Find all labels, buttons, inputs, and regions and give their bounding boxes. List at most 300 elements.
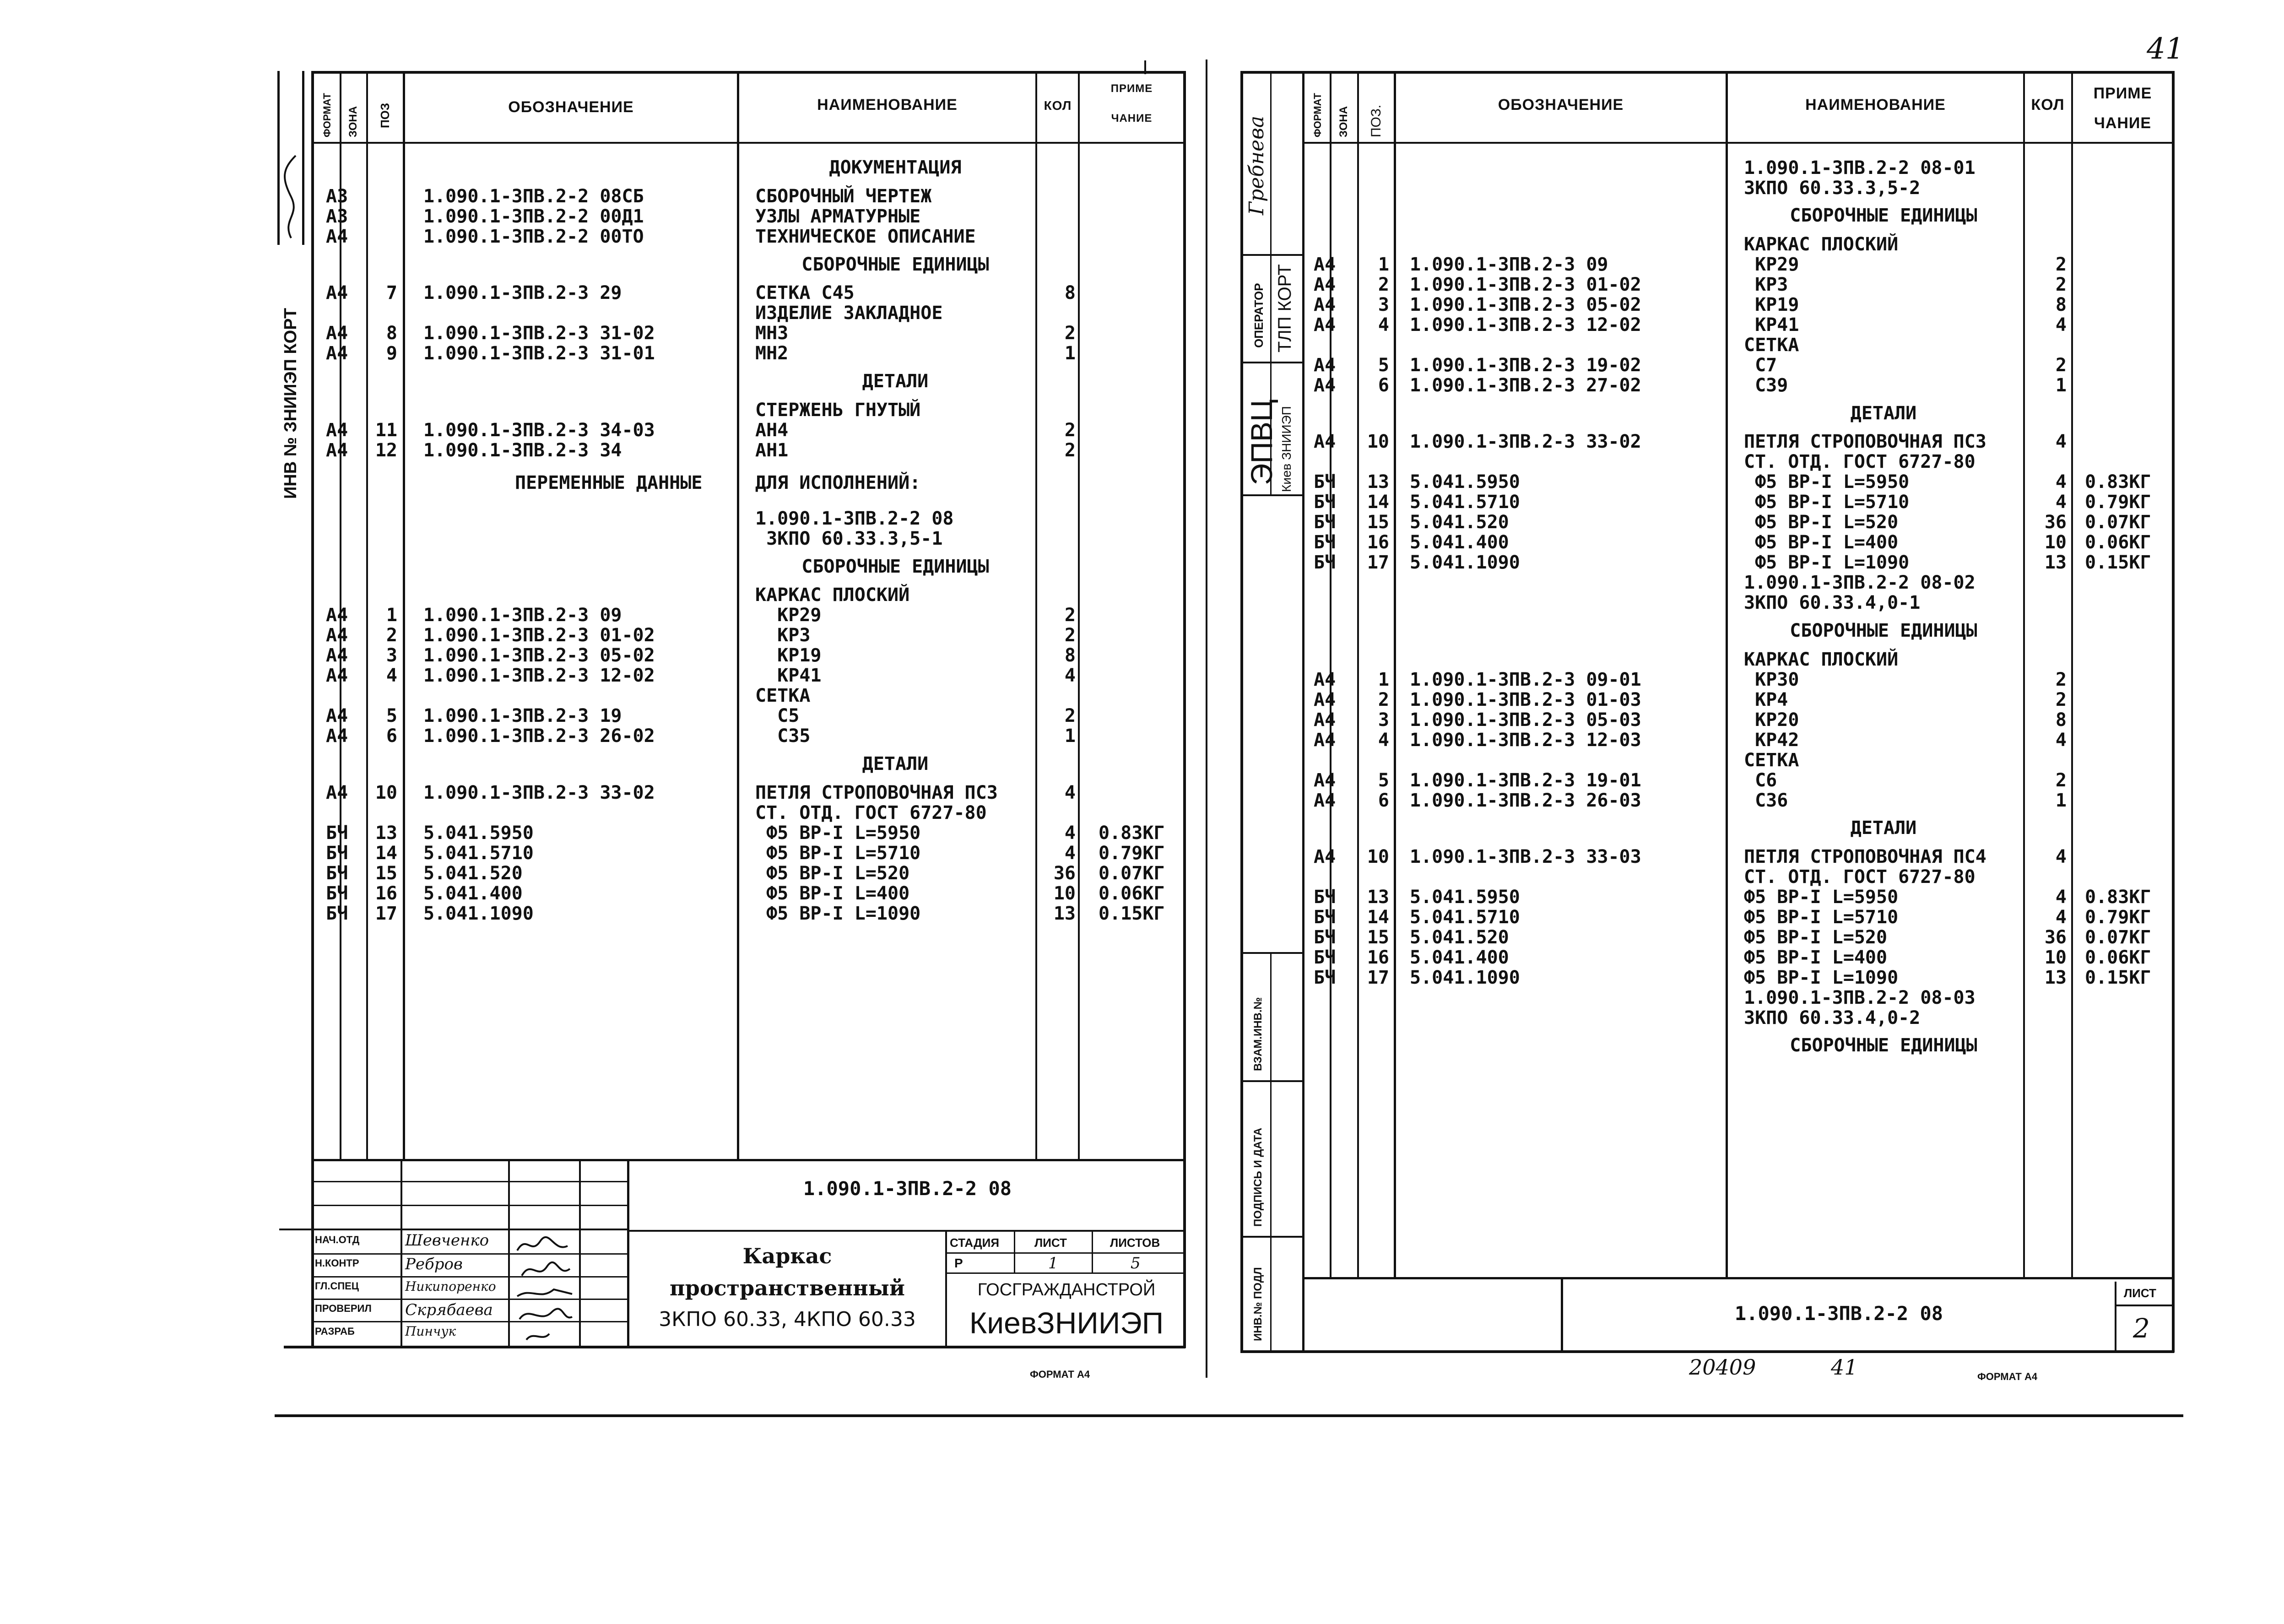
section-heading: ДЕТАЛИ [1850,817,1917,839]
format-cell: А4 [1314,314,1336,336]
name-cell: 3КПО 60.33.4,0-2 [1744,1007,1921,1029]
position-cell: 7 [386,282,397,304]
quantity-cell: 2 [1064,323,1076,344]
role-2: Н.КОНТР [315,1257,359,1269]
left-margin-text: ИНВ № ЗНИИЭП КОРТ [281,308,300,499]
format-cell: БЧ [1314,967,1336,988]
format-cell: А3 [326,206,348,227]
quantity-cell: 10 [2044,532,2067,553]
right-sheet-number: 2 [2133,1313,2150,1344]
quantity-cell: 1 [2055,790,2067,811]
position-cell: 10 [1367,431,1389,453]
name-cell: Ф5 ВР-I L=520 [1744,926,1888,948]
name-cell: Ф5 ВР-I L=1090 [755,903,921,924]
header-qty: КОЛ [1044,98,1072,113]
position-cell: 5 [1378,355,1389,376]
designation-cell: 1.090.1-3ПВ.2-3 34-03 [423,419,655,441]
name-cell: Ф5 ВР-I L=400 [755,882,910,904]
quantity-cell: 4 [1064,842,1076,864]
section-heading: ДЕТАЛИ [862,753,929,774]
quantity-cell: 4 [2055,471,2067,493]
sheets-value: 5 [1131,1254,1141,1272]
name-cell: Ф5 ВР-I L=400 [1744,532,1899,553]
designation-cell: 1.090.1-3ПВ.2-3 34 [423,439,622,461]
name-cell: 3КПО 60.33.3,5-2 [1744,178,1921,199]
note-cell: 0.79КГ [2085,492,2151,513]
right-format-note: ФОРМАТ А4 [1977,1371,2038,1382]
role-3: ГЛ.СПЕЦ [315,1280,359,1292]
bottom-archive-number: 20409 [1689,1355,1756,1380]
name-cell: КР3 [755,625,811,646]
quantity-cell: 4 [1064,665,1076,687]
quantity-cell: 10 [2044,947,2067,968]
designation-cell: 5.041.400 [1410,532,1509,553]
designation-cell: 1.090.1-3ПВ.2-3 31-02 [423,323,655,344]
quantity-cell: 2 [1064,419,1076,441]
title-line-3: 3КПО 60.33, 4КПО 60.33 [659,1308,916,1331]
format-cell: А4 [326,645,348,666]
position-cell: 17 [1367,552,1389,574]
name-cell: КР3 [1744,274,1788,296]
designation-cell: 1.090.1-3ПВ.2-3 33-03 [1410,846,1641,867]
format-cell: А4 [1314,274,1336,296]
designation-cell: 5.041.520 [1410,926,1509,948]
quantity-cell: 4 [2055,314,2067,336]
format-cell: А4 [1314,294,1336,316]
format-cell: А4 [326,625,348,646]
quantity-cell: 4 [2055,431,2067,453]
epvc-label: ЭПВЦ [1245,399,1278,485]
name-cell: Ф5 ВР-I L=5710 [1744,492,1910,513]
name-cell: СТ. ОТД. ГОСТ 6727-80 [1744,866,1975,888]
designation-cell: 5.041.1090 [423,903,534,924]
name-cell: СЕТКА С45 [755,282,855,304]
name-cell: Ф5 ВР-I L=520 [1744,512,1899,533]
position-cell: 6 [1378,375,1389,396]
note-cell: 0.15КГ [1099,903,1165,924]
designation-cell: 5.041.1090 [1410,967,1520,988]
quantity-cell: 13 [2044,967,2067,988]
name-cell: 3КПО 60.33.3,5-1 [755,528,943,550]
designation-cell: 1.090.1-3ПВ.2-3 05-02 [423,645,655,666]
top-mark: 41 [2147,32,2184,66]
quantity-cell: 8 [2055,294,2067,316]
header-zone: ЗОНА [347,106,359,137]
designation-cell: 1.090.1-3ПВ.2-3 27-02 [1410,375,1641,396]
designation-cell: 1.090.1-3ПВ.2-3 26-02 [423,725,655,747]
format-cell: А4 [1314,689,1336,710]
designation-cell: 1.090.1-3ПВ.2-3 01-02 [1410,274,1641,296]
tlp-kort: ТЛП КОРТ [1275,264,1295,352]
stage-value: Р [954,1256,963,1270]
note-cell: 0.83КГ [2085,471,2151,493]
quantity-cell: 1 [2055,375,2067,396]
quantity-cell: 2 [2055,689,2067,710]
name-cell: С36 [1744,790,1788,811]
position-cell: 1 [1378,669,1389,690]
name-cell: 3КПО 60.33.4,0-1 [1744,592,1921,614]
position-cell: 3 [1378,709,1389,731]
designation-cell: 1.090.1-3ПВ.2-3 05-02 [1410,294,1641,316]
position-cell: 5 [1378,769,1389,791]
designation-cell: 1.090.1-3ПВ.2-3 12-02 [423,665,655,687]
quantity-cell: 2 [2055,669,2067,690]
name-cell: СТЕРЖЕНЬ ГНУТЫЙ [755,399,921,421]
designation-cell: 1.090.1-3ПВ.2-3 31-01 [423,343,655,364]
section-heading: СБОРОЧНЫЕ ЕДИНИЦЫ [1790,1035,1977,1056]
r-header-name: НАИМЕНОВАНИЕ [1805,96,1946,114]
name-cell: Ф5 ВР-I L=5950 [1744,886,1899,908]
quantity-cell: 2 [2055,254,2067,276]
name-cell: Ф5 ВР-I L=1090 [1744,552,1910,574]
format-cell: А4 [1314,769,1336,791]
designation-cell: 5.041.5950 [1410,886,1520,908]
quantity-cell: 1 [1064,343,1076,364]
r-header-designation: ОБОЗНАЧЕНИЕ [1498,96,1624,114]
vzam-inv-label: ВЗАМ.ИНВ.№ [1252,997,1264,1071]
position-cell: 6 [386,725,397,747]
name-cell: Ф5 ВР-I L=400 [1744,947,1888,968]
position-cell: 16 [1367,947,1389,968]
designation-cell: 1.090.1-3ПВ.2-3 01-02 [423,625,655,646]
designation-cell: 1.090.1-3ПВ.2-3 09 [423,605,622,626]
designation-cell: 1.090.1-3ПВ.2-3 33-02 [423,782,655,803]
quantity-cell: 8 [2055,709,2067,731]
name-1: Шевченко [405,1231,489,1250]
designation-cell: 5.041.400 [1410,947,1509,968]
section-heading: СБОРОЧНЫЕ ЕДИНИЦЫ [801,254,989,275]
position-cell: 15 [1367,926,1389,948]
position-cell: 15 [1367,512,1389,533]
format-cell: А4 [326,439,348,461]
format-cell: БЧ [326,862,348,884]
format-cell: БЧ [1314,532,1336,553]
name-cell: КР20 [1744,709,1799,731]
name-2: Ребров [405,1255,463,1273]
format-cell: БЧ [326,903,348,924]
name-cell: ПЕТЛЯ СТРОПОВОЧНАЯ ПС4 [1744,846,1986,867]
sign-date-label: ПОДПИСЬ И ДАТА [1252,1127,1264,1227]
position-cell: 17 [375,903,397,924]
designation-cell: 5.041.5950 [1410,471,1520,493]
r-header-zone: ЗОНА [1337,106,1350,137]
quantity-cell: 4 [2055,492,2067,513]
header-format: ФОРМАТ [321,93,333,137]
role-1: НАЧ.ОТД [315,1234,360,1245]
position-cell: 13 [1367,886,1389,908]
position-cell: 14 [1367,492,1389,513]
quantity-cell: 4 [1064,822,1076,844]
format-cell: БЧ [326,882,348,904]
position-cell: 13 [375,822,397,844]
designation-cell: 1.090.1-3ПВ.2-3 09 [1410,254,1608,276]
position-cell: 2 [386,625,397,646]
format-cell: А4 [326,323,348,344]
quantity-cell: 4 [2055,846,2067,867]
name-5: Пинчук [405,1324,456,1339]
designation-cell: 1.090.1-3ПВ.2-3 09-01 [1410,669,1641,690]
format-cell: А4 [1314,355,1336,376]
header-pos: ПОЗ [378,103,392,128]
designation-cell: 1.090.1-3ПВ.2-3 26-03 [1410,790,1641,811]
name-cell: КАРКАС ПЛОСКИЙ [1744,649,1899,670]
designation-cell: 5.041.5710 [1410,492,1520,513]
position-cell: 6 [1378,790,1389,811]
format-cell: А4 [1314,790,1336,811]
format-cell: А4 [1314,846,1336,867]
designation-cell: 1.090.1-3ПВ.2-3 05-03 [1410,709,1641,731]
format-cell: А4 [326,705,348,727]
quantity-cell: 2 [1064,625,1076,646]
name-cell: С35 [755,725,811,747]
note-cell: 0.06КГ [2085,532,2151,553]
position-cell: 15 [375,862,397,884]
designation-cell: 1.090.1-3ПВ.2-2 08СБ [423,186,644,207]
name-cell: Ф5 ВР-I L=5710 [1744,906,1899,928]
name-cell: С7 [1744,355,1777,376]
name-cell: АН1 [755,439,789,461]
position-cell: 9 [386,343,397,364]
quantity-cell: 2 [2055,355,2067,376]
quantity-cell: 13 [1053,903,1076,924]
format-cell: БЧ [1314,886,1336,908]
position-cell: 13 [1367,471,1389,493]
quantity-cell: 4 [2055,729,2067,751]
name-cell: УЗЛЫ АРМАТУРНЫЕ [755,206,921,227]
quantity-cell: 2 [1064,439,1076,461]
name-cell: СЕТКА [755,685,811,707]
name-cell: МН3 [755,323,789,344]
position-cell: 3 [1378,294,1389,316]
designation-cell: 1.090.1-3ПВ.2-3 19 [423,705,622,727]
designation-cell: 1.090.1-3ПВ.2-3 33-02 [1410,431,1641,453]
designation-cell: 5.041.520 [423,862,523,884]
quantity-cell: 13 [2044,552,2067,574]
quantity-cell: 2 [1064,605,1076,626]
quantity-cell: 36 [2044,512,2067,533]
title-line-2: пространственный [670,1276,905,1300]
name-cell: КР29 [755,605,822,626]
format-cell: А4 [326,343,348,364]
left-doc-code: 1.090.1-3ПВ.2-2 08 [803,1177,1012,1200]
designation-cell: 1.090.1-3ПВ.2-3 12-03 [1410,729,1641,751]
format-cell: БЧ [1314,947,1336,968]
section-heading: ДОКУМЕНТАЦИЯ [829,157,962,179]
designation-cell: 5.041.5710 [423,842,534,864]
designation-cell: 5.041.5950 [423,822,534,844]
name-cell: СТ. ОТД. ГОСТ 6727-80 [755,802,987,823]
format-cell: А4 [326,419,348,441]
format-cell: БЧ [1314,906,1336,928]
format-cell: А4 [1314,375,1336,396]
note-cell: 0.06КГ [2085,947,2151,968]
name-cell: Ф5 ВР-I L=520 [755,862,910,884]
name-cell: КР30 [1744,669,1799,690]
quantity-cell: 36 [2044,926,2067,948]
name-cell: ПЕТЛЯ СТРОПОВОЧНАЯ ПС3 [755,782,998,803]
position-cell: 16 [1367,532,1389,553]
section-heading: СБОРОЧНЫЕ ЕДИНИЦЫ [801,556,989,577]
quantity-cell: 1 [1064,725,1076,747]
note-cell: 0.83КГ [2085,886,2151,908]
note-cell: 0.07КГ [2085,926,2151,948]
name-cell: Ф5 ВР-I L=5950 [755,822,921,844]
name-cell: СЕТКА [1744,749,1799,771]
note-cell: 0.79КГ [2085,906,2151,928]
quantity-cell: 2 [2055,769,2067,791]
name-cell: КР41 [1744,314,1799,336]
format-cell: БЧ [326,842,348,864]
note-cell: 0.06КГ [1099,882,1165,904]
inv-podl-label: ИНВ.№ ПОДЛ [1252,1267,1264,1341]
kiev-label: Киев ЗНИИЭП [1279,406,1294,492]
header-designation: ОБОЗНАЧЕНИЕ [508,98,634,116]
quantity-cell: 10 [1053,882,1076,904]
format-cell: А4 [1314,431,1336,453]
position-cell: 17 [1367,967,1389,988]
name-cell: АН4 [755,419,789,441]
quantity-cell: 2 [1064,705,1076,727]
title-line-1: Каркас [742,1244,832,1268]
position-cell: 5 [386,705,397,727]
format-cell: А4 [326,665,348,687]
role-4: ПРОВЕРИЛ [315,1303,372,1314]
name-cell: КР42 [1744,729,1799,751]
format-cell: А4 [326,226,348,248]
header-name: НАИМЕНОВАНИЕ [817,96,958,114]
position-cell: 14 [375,842,397,864]
note-cell: 0.07КГ [2085,512,2151,533]
position-cell: 1 [386,605,397,626]
name-cell: ПЕТЛЯ СТРОПОВОЧНАЯ ПС3 [1744,431,1986,453]
r-header-note-1: ПРИМЕ [2093,85,2152,102]
operator-name: Гребнева [1245,115,1268,215]
name-cell: С39 [1744,375,1788,396]
section-heading: СБОРОЧНЫЕ ЕДИНИЦЫ [1790,620,1977,641]
name-3: Никипоренко [405,1279,496,1294]
right-sheet-label: ЛИСТ [2124,1286,2156,1300]
position-cell: 10 [375,782,397,803]
operator-label: ОПЕРАТОР [1252,283,1266,348]
sheet-value: 1 [1048,1254,1058,1272]
header-note-2: ЧАНИЕ [1111,112,1153,125]
name-cell: Ф5 ВР-I L=5950 [1744,471,1910,493]
designation-cell: 5.041.400 [423,882,523,904]
designation-cell: 1.090.1-3ПВ.2-3 12-02 [1410,314,1641,336]
quantity-cell: 4 [2055,886,2067,908]
quantity-cell: 2 [2055,274,2067,296]
designation-cell: 1.090.1-3ПВ.2-3 29 [423,282,622,304]
format-cell: А4 [326,605,348,626]
name-cell: СТ. ОТД. ГОСТ 6727-80 [1744,451,1975,473]
quantity-cell: 8 [1064,645,1076,666]
position-cell: 11 [375,419,397,441]
r-header-format: ФОРМАТ [1312,93,1323,137]
org-name-2: КиевЗНИИЭП [969,1306,1164,1340]
name-cell: Ф5 ВР-I L=5710 [755,842,921,864]
name-cell: КАРКАС ПЛОСКИЙ [755,585,910,606]
position-cell: 4 [1378,314,1389,336]
format-cell: А4 [1314,669,1336,690]
org-name-1: ГОСГРАЖДАНСТРОЙ [977,1280,1156,1299]
header-note-1: ПРИМЕ [1110,82,1153,95]
note-cell: 0.79КГ [1099,842,1165,864]
position-cell: 14 [1367,906,1389,928]
position-cell: 2 [1378,689,1389,710]
designation-cell: 1.090.1-3ПВ.2-3 01-03 [1410,689,1641,710]
designation-cell: 5.041.520 [1410,512,1509,533]
format-cell: БЧ [1314,552,1336,574]
position-cell: 1 [1378,254,1389,276]
name-cell: С6 [1744,769,1777,791]
format-cell: А4 [1314,709,1336,731]
name-cell: СЕТКА [1744,335,1799,356]
for-variants-label: ДЛЯ ИСПОЛНЕНИЙ: [755,472,921,493]
format-cell: БЧ [1314,512,1336,533]
section-heading: СБОРОЧНЫЕ ЕДИНИЦЫ [1790,205,1977,227]
name-4: Скрябаева [405,1301,493,1319]
designation-cell: 1.090.1-3ПВ.2-3 19-02 [1410,355,1641,376]
right-footer-code: 1.090.1-3ПВ.2-2 08 [1734,1302,1943,1325]
note-cell: 0.07КГ [1099,862,1165,884]
format-cell: БЧ [326,822,348,844]
format-cell: А4 [326,282,348,304]
sheets-label: ЛИСТОВ [1110,1236,1160,1250]
quantity-cell: 4 [1064,782,1076,803]
name-cell: 1.090.1-3ПВ.2-2 08-02 [1744,572,1975,594]
name-cell: КАРКАС ПЛОСКИЙ [1744,234,1899,255]
note-cell: 0.15КГ [2085,967,2151,988]
quantity-cell: 36 [1053,862,1076,884]
format-cell: БЧ [1314,926,1336,948]
name-cell: С5 [755,705,800,727]
role-5: РАЗРАБ [315,1326,355,1337]
bottom-mark: 41 [1831,1355,1858,1380]
format-cell: БЧ [1314,471,1336,493]
note-cell: 0.15КГ [2085,552,2151,574]
position-cell: 3 [386,645,397,666]
designation-cell: 1.090.1-3ПВ.2-3 19-01 [1410,769,1641,791]
name-cell: 1.090.1-3ПВ.2-2 08 [755,508,954,530]
position-cell: 10 [1367,846,1389,867]
format-cell: А4 [326,782,348,803]
position-cell: 4 [386,665,397,687]
name-cell: КР41 [755,665,822,687]
position-cell: 2 [1378,274,1389,296]
name-cell: КР29 [1744,254,1799,276]
position-cell: 16 [375,882,397,904]
format-cell: А4 [1314,729,1336,751]
designation-cell: 5.041.1090 [1410,552,1520,574]
section-heading: ДЕТАЛИ [862,370,929,392]
format-cell: А3 [326,186,348,207]
r-header-qty: КОЛ [2031,96,2065,114]
format-cell: А4 [326,725,348,747]
r-header-pos: ПОЗ. [1369,104,1384,137]
note-cell: 0.83КГ [1099,822,1165,844]
name-cell: 1.090.1-3ПВ.2-2 08-01 [1744,157,1975,179]
name-cell: ТЕХНИЧЕСКОЕ ОПИСАНИЕ [755,226,976,248]
name-cell: 1.090.1-3ПВ.2-2 08-03 [1744,987,1975,1008]
position-cell: 4 [1378,729,1389,751]
variable-data-label: ПЕРЕМЕННЫЕ ДАННЫЕ [515,472,703,493]
section-heading: ДЕТАЛИ [1850,402,1917,424]
designation-cell: 5.041.5710 [1410,906,1520,928]
position-cell: 12 [375,439,397,461]
position-cell: 8 [386,323,397,344]
name-cell: КР19 [755,645,822,666]
name-cell: Ф5 ВР-I L=1090 [1744,967,1899,988]
